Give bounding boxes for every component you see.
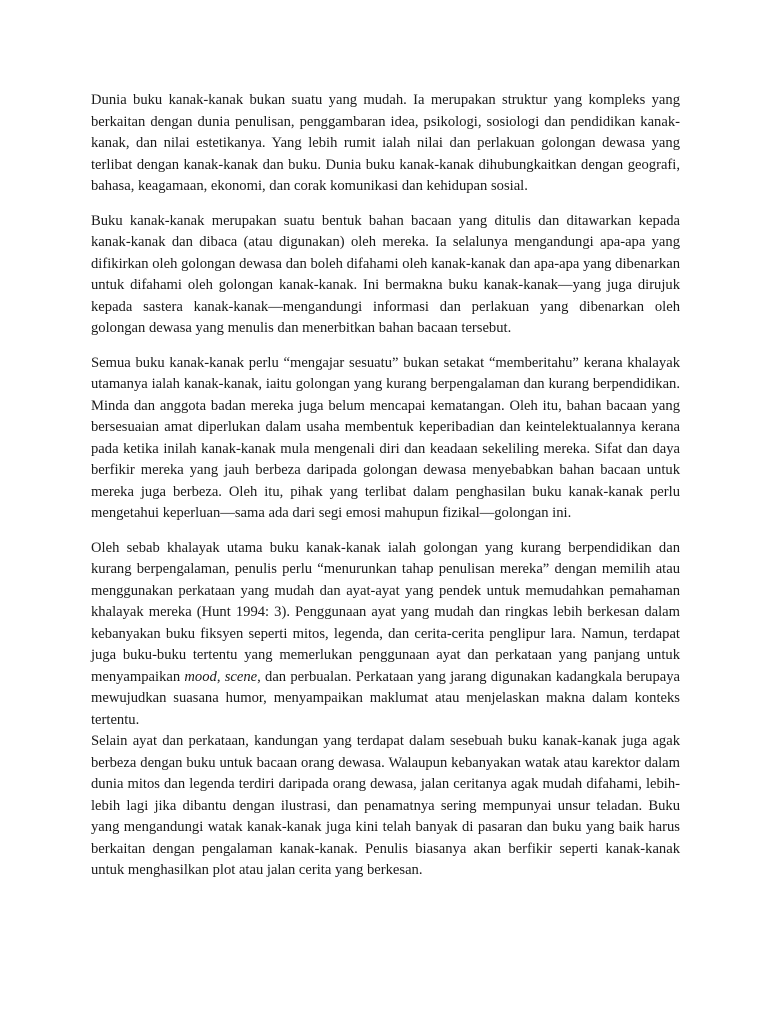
paragraph-3: Semua buku kanak-kanak perlu “mengajar sesuatu” bukan setakat “memberitahu” kerana khalayak utamanya ialah kanak-kanak, iaitu golongan yang kurang berpengalaman dan kurang berpendidikan. Minda dan anggota badan mereka juga belum mencapai kematangan. Oleh itu, bahan bacaan yang bersesuaian amat diperlukan dalam usaha membentuk keperibadian dan keintelektualannya kerana pada ketika inilah kanak-kanak mula mengenali diri dan keadaan sekeliling mereka. Sifat dan daya berfikir mereka yang jauh berbeza daripada golongan dewasa menyebabkan bahan bacaan untuk mereka juga berbeza. Oleh itu, pihak yang terlibat dalam penghasilan buku kanak-kanak perlu mengetahui keperluan—sama ada dari segi emosi mahupun fizikal—golongan ini. (91, 354, 680, 521)
paragraph-4-text-b: , dan perbualan. Perkataan yang jarang digunakan kadangkala berupaya mewujudkan suasana humor, menyampaikan maklumat atau menjelaskan makna dalam konteks tertentu. (91, 668, 680, 728)
paragraph-4-text-a: Oleh sebab khalayak utama buku kanak-kanak ialah golongan yang kurang berpendidikan dan kurang berpengalaman, penulis perlu “menurunkan tahap penulisan mereka” dengan memilih atau menggunakan perkataan yang mudah dan ayat-ayat yang pendek untuk memudahkan pemahaman khalayak mereka (Hunt 1994: 3). Penggunaan ayat yang mudah dan ringkas lebih berkesan dalam kebanyakan buku fiksyen seperti mitos, legenda, dan cerita-cerita penglipur lara. Namun, terdapat juga buku-buku tertentu yang memerlukan penggunaan ayat dan perkataan yang panjang untuk menyampaikan (91, 539, 680, 685)
paragraph-2: Buku kanak-kanak merupakan suatu bentuk bahan bacaan yang ditulis dan ditawarkan kepada kanak-kanak dan dibaca (atau digunakan) oleh mereka. Ia selalunya mengandungi apa-apa yang difikirkan oleh golongan dewasa dan boleh difahami oleh kanak-kanak dan apa-apa yang dibenarkan untuk difahami oleh golongan kanak-kanak. Ini bermakna buku kanak-kanak—yang juga dirujuk kepada sastera kanak-kanak—mengandungi informasi dan perlakuan yang dibenarkan oleh golongan dewasa yang menulis dan menerbitkan bahan bacaan tersebut. (91, 212, 680, 336)
paragraph-4-separator: , (216, 668, 225, 685)
italic-term-mood: mood (184, 668, 217, 685)
paragraph-5: Selain ayat dan perkataan, kandungan yang terdapat dalam sesebuah buku kanak-kanak juga agak berbeza dengan buku untuk bacaan orang dewasa. Walaupun kebanyakan watak atau karektor dalam dunia mitos dan legenda terdiri daripada orang dewasa, jalan ceritanya agak mudah difahami, lebih-lebih lagi jika dibantu dengan ilustrasi, dan penamatnya sering mempunyai unsur teladan. Buku yang mengandungi watak kanak-kanak juga kini telah banyak di pasaran dan buku yang baik harus berkaitan dengan pengalaman kanak-kanak. Penulis biasanya akan berfikir seperti kanak-kanak untuk menghasilkan plot atau jalan cerita yang berkesan. (91, 733, 680, 878)
paragraph-1: Dunia buku kanak-kanak bukan suatu yang mudah. Ia merupakan struktur yang kompleks yang berkaitan dengan dunia penulisan, penggambaran idea, psikologi, sosiologi dan pendidikan kanak-kanak, dan nilai estetikanya. Yang lebih rumit ialah nilai dan perlakuan golongan dewasa yang terlibat dengan kanak-kanak dan buku. Dunia buku kanak-kanak dihubungkaitkan dengan geografi, bahasa, keagamaan, ekonomi, dan corak komunikasi dan kehidupan sosial. (91, 92, 680, 194)
paragraph-4 (91, 538, 680, 732)
italic-term-scene: scene (224, 668, 258, 685)
